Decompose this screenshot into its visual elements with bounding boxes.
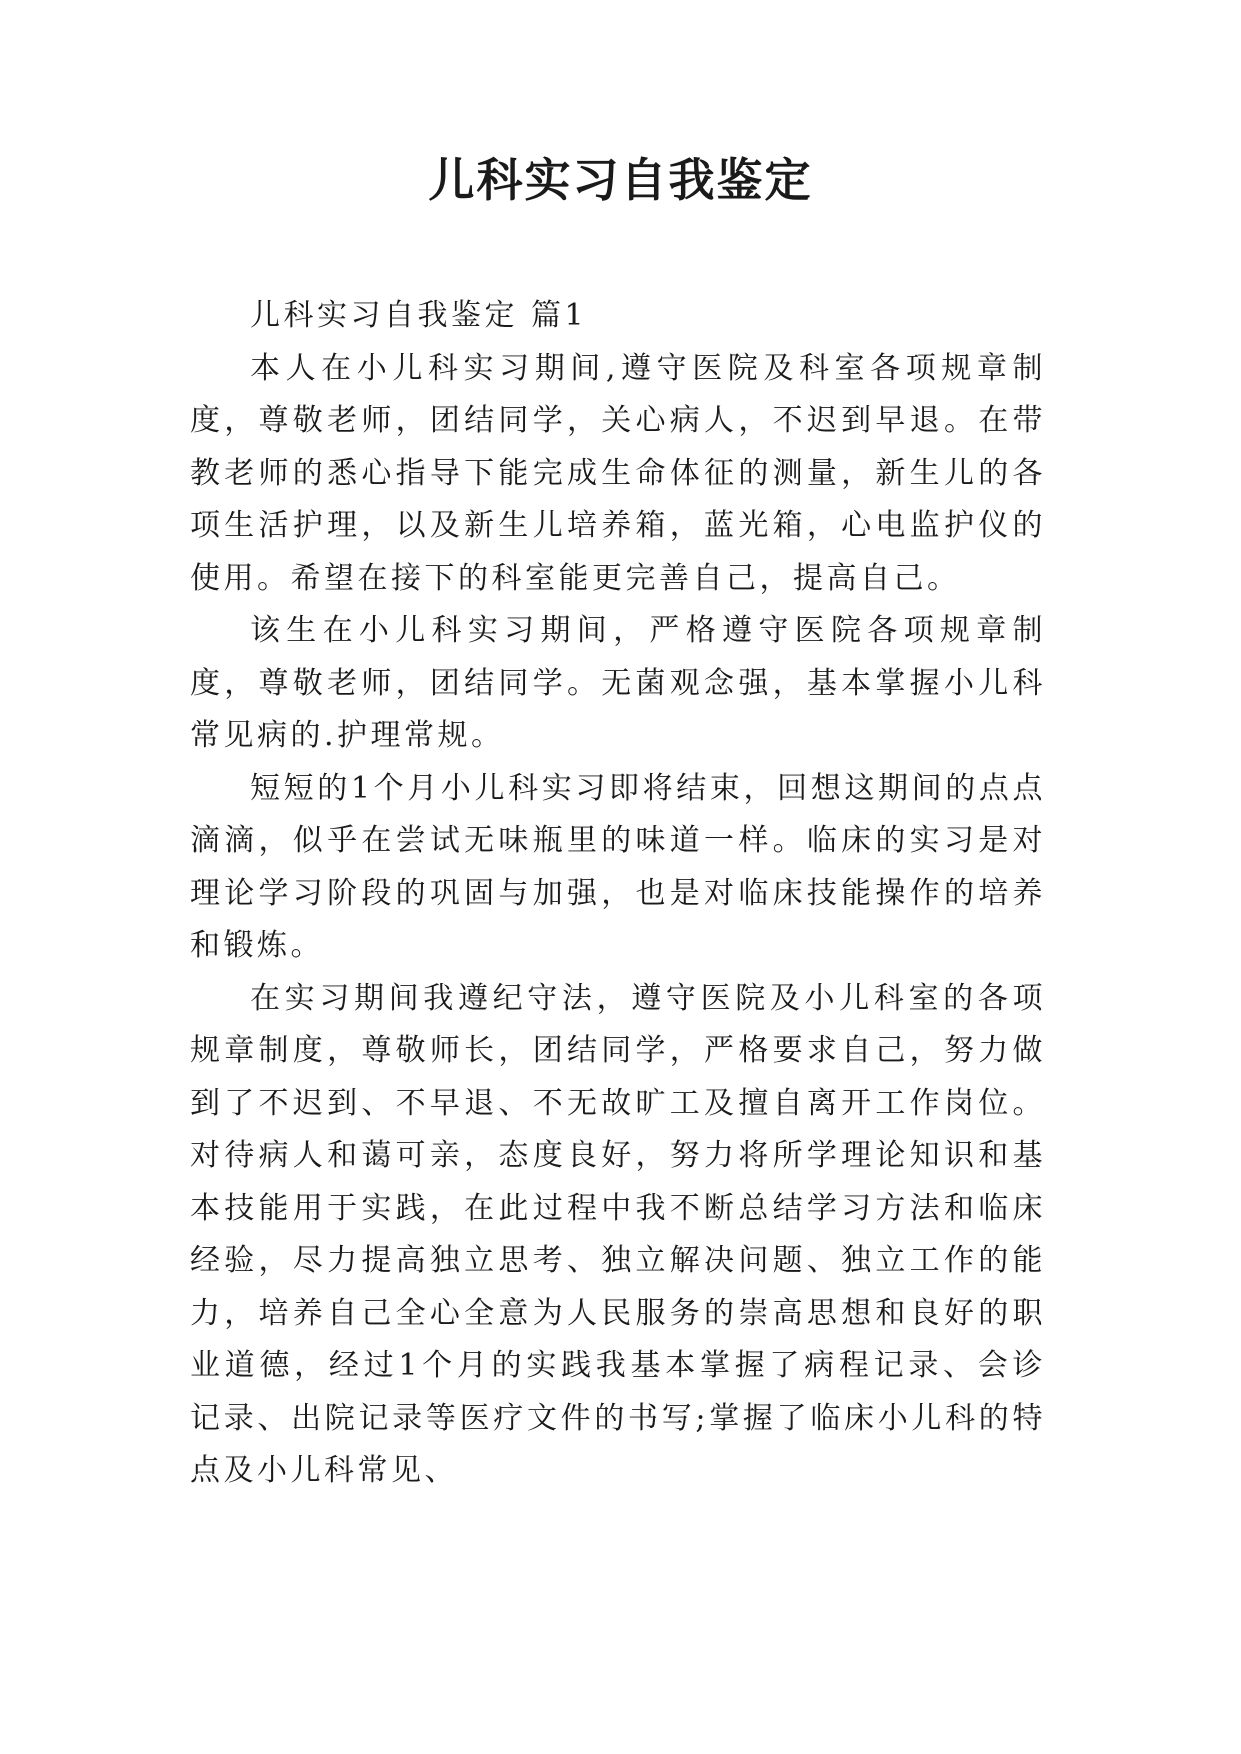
section-heading: 儿科实习自我鉴定 篇1 xyxy=(250,298,588,333)
document-title: 儿科实习自我鉴定 xyxy=(428,153,813,207)
paragraph-4: 在实习期间我遵纪守法，遵守医院及小儿科室的各项规章制度，尊敬师长，团结同学，严格要求自己，努力做到了不迟到、不早退、不无故旷工及擅自离开工作岗位。对待病人和蔼可亲，态度良好，努力将所学理论知识和基本技能用于实践，在此过程中我不断总结学习方法和临床经验，尽力提高独立思考、独立解决问题、独立工作的能力，培养自己全心全意为人民服务的崇高思想和良好的职业道德，经过1个月的实践我基本掌握了病程记录、会诊记录、出院记录等医疗文件的书写;掌握了临床小儿科的特点及小儿科常见、 xyxy=(190,980,1046,1488)
paragraph-3: 短短的1个月小儿科实习即将结束，回想这期间的点点滴滴，似乎在尝试无味瓶里的味道一样。临床的实习是对理论学习阶段的巩固与加强，也是对临床技能操作的培养和锻炼。 xyxy=(190,770,1046,963)
paragraph-2: 该生在小儿科实习期间，严格遵守医院各项规章制度，尊敬老师，团结同学。无菌观念强，基本掌握小儿科常见病的.护理常规。 xyxy=(190,613,1046,753)
document-body xyxy=(190,290,1046,1498)
paragraph-1: 本人在小儿科实习期间,遵守医院及科室各项规章制度，尊敬老师，团结同学，关心病人，不迟到早退。在带教老师的悉心指导下能完成生命体征的测量，新生儿的各项生活护理，以及新生儿培养箱，蓝光箱，心电监护仪的使用。希望在接下的科室能更完善自己，提高自己。 xyxy=(190,350,1046,596)
